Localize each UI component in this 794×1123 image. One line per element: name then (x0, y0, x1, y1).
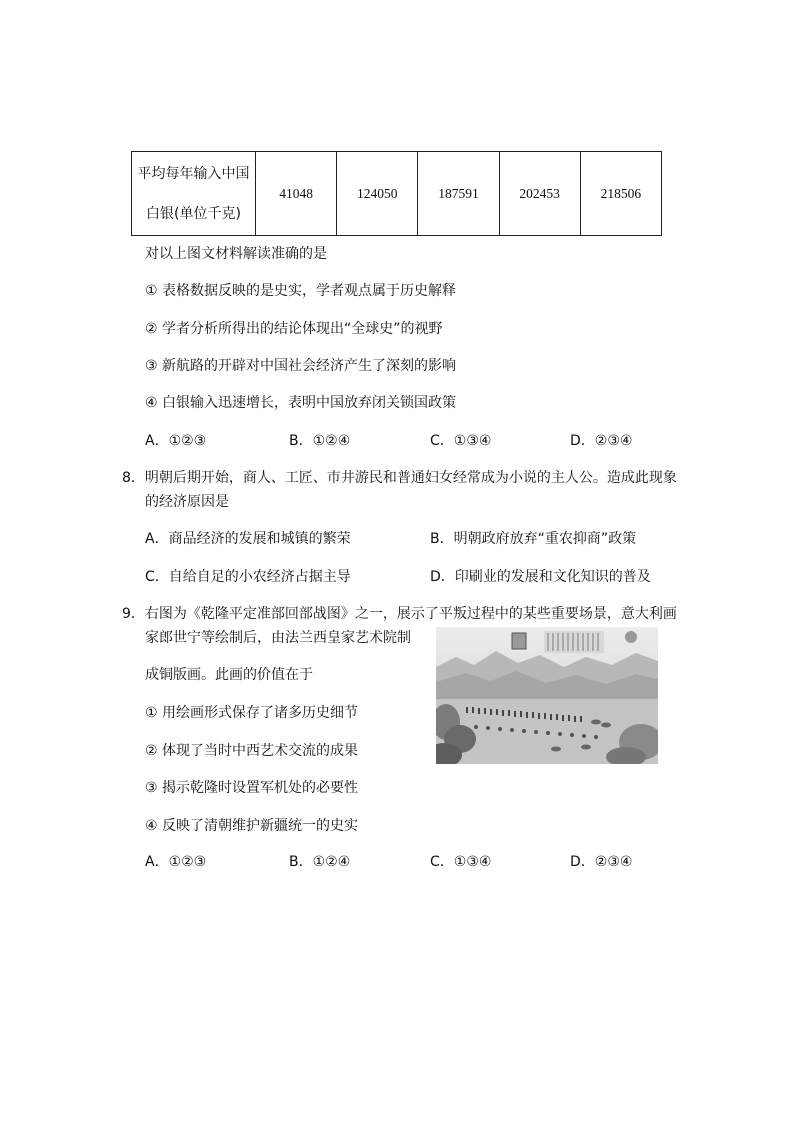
q7-option-a: A．①②③ (145, 433, 207, 449)
q9-stem-line3: 成铜版画。此画的价值在于 (145, 667, 313, 683)
table-cell: 41048 (256, 152, 337, 236)
silver-import-table (131, 151, 662, 236)
battle-painting-image (436, 627, 658, 764)
q9-option-c: C．①③④ (430, 854, 492, 870)
q7-item-3: ③ 新航路的开辟对中国社会经济产生了深刻的影响 (145, 358, 456, 374)
row-label-line2: 白银(单位千克) (146, 205, 241, 222)
q7-item-4: ④ 白银输入迅速增长，表明中国放弃闭关锁国政策 (145, 395, 456, 411)
q9-stem-line2: 家郎世宁等绘制后，由法兰西皇家艺术院制 (145, 630, 411, 646)
q8-option-b: B．明朝政府放弃“重农抑商”政策 (430, 531, 637, 547)
q7-option-d: D．②③④ (570, 433, 633, 449)
q8-option-c: C．自给自足的小农经济占据主导 (145, 569, 351, 585)
q9-option-d: D．②③④ (570, 854, 633, 870)
q7-item-2: ② 学者分析所得出的结论体现出“全球史”的视野 (145, 321, 443, 337)
q9-item-1: ① 用绘画形式保存了诸多历史细节 (145, 705, 359, 721)
q7-stem: 对以上图文材料解读准确的是 (145, 246, 327, 262)
q8-option-d: D．印刷业的发展和文化知识的普及 (430, 569, 651, 585)
table-cell: 187591 (418, 152, 499, 236)
table-cell: 124050 (337, 152, 418, 236)
row-label-line1: 平均每年输入中国 (137, 165, 250, 182)
q7-option-c: C．①③④ (430, 433, 492, 449)
q7-item-1: ① 表格数据反映的是史实，学者观点属于历史解释 (145, 283, 456, 299)
q7-option-b: B．①②④ (289, 433, 351, 449)
row-label (132, 152, 256, 236)
q9-option-b: B．①②④ (289, 854, 351, 870)
q8-option-a: A．商品经济的发展和城镇的繁荣 (145, 531, 351, 547)
table-row (132, 152, 662, 236)
q9-stem-line1: 9．右图为《乾隆平定准部回部战图》之一，展示了平叛过程中的某些重要场景，意大利画 (122, 606, 677, 622)
q9-item-3: ③ 揭示乾隆时设置军机处的必要性 (145, 780, 359, 796)
q8-stem-line2: 的经济原因是 (145, 494, 229, 510)
q8-stem-line1: 8．明朝后期开始，商人、工匠、市井游民和普通妇女经常成为小说的主人公。造成此现象 (122, 470, 677, 486)
table-cell: 218506 (580, 152, 661, 236)
battle-painting-svg (436, 627, 658, 764)
q9-item-2: ② 体现了当时中西艺术交流的成果 (145, 743, 359, 759)
q9-item-4: ④ 反映了清朝维护新疆统一的史实 (145, 818, 359, 834)
table-cell: 202453 (499, 152, 580, 236)
q9-option-a: A．①②③ (145, 854, 207, 870)
